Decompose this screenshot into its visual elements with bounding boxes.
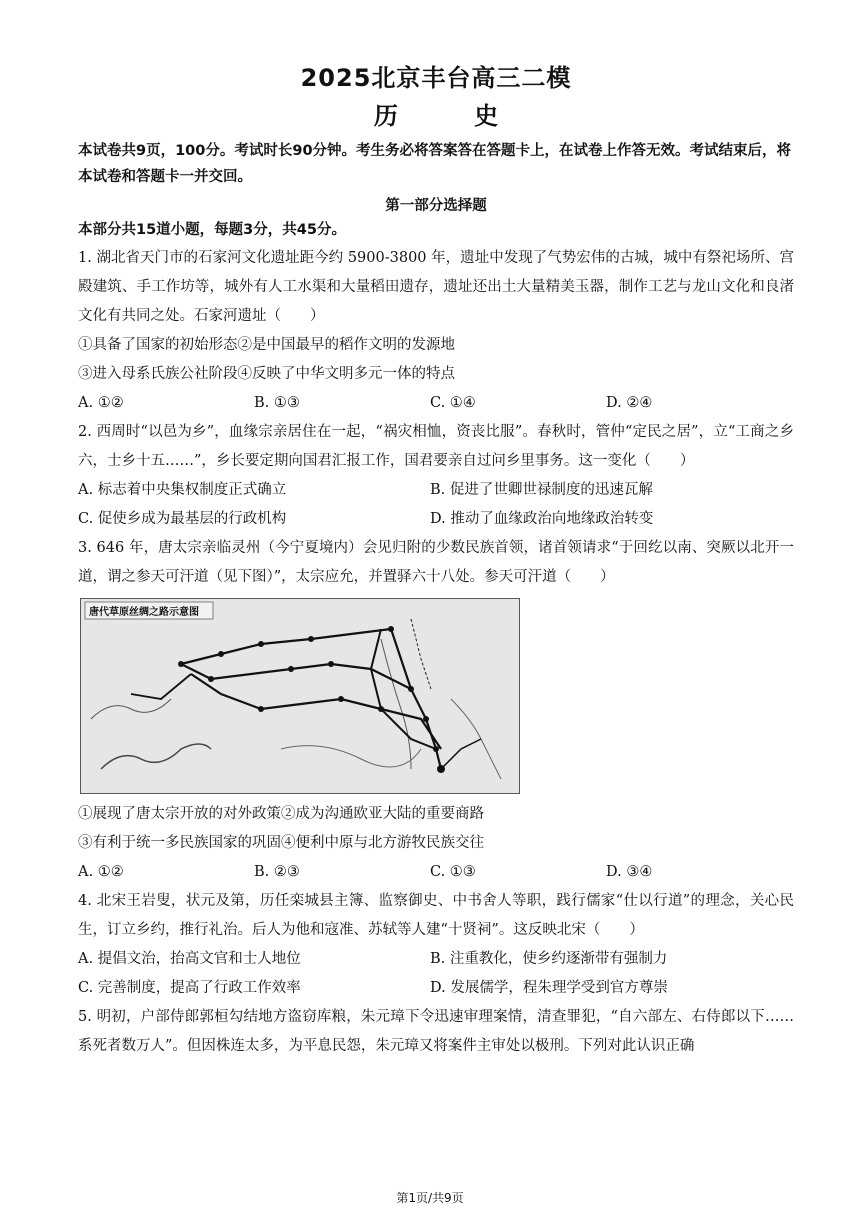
question-1 [78,244,794,418]
option-b: B. ①③ [254,395,300,411]
question-stem: 3. 646 年，唐太宗亲临灵州（今宁夏境内）会见归附的少数民族首领，诸首领请求“于回纥以南、突厥以北开一道，谓之参天可汗道（见下图）”，太宗应允，并置驿六十八处。参天可汗道（ ） [78,540,794,585]
page-footer: 第1页/共9页 [396,1191,464,1205]
option-b: B. 促进了世卿世禄制度的迅速瓦解 [430,482,653,498]
option-b: B. 注重教化，使乡约逐渐带有强制力 [430,951,668,967]
option-a: A. ①② [78,864,124,880]
option-a: A. 标志着中央集权制度正式确立 [78,482,287,498]
answer-options [78,505,794,534]
map-graphic [81,599,519,793]
option-b: B. ②③ [254,864,300,880]
answer-options [78,945,794,974]
part-description: 本部分共15道小题，每题3分，共45分。 [78,222,346,238]
exam-page [78,62,794,1061]
question-4 [78,887,794,1003]
answer-options [78,476,794,505]
question-stem: 4. 北宋王岩叟，状元及第，历任栾城县主簿、监察御史、中书舍人等职，践行儒家“仕以行道”的理念，关心民生，订立乡约，推行礼治。后人为他和寇准、苏轼等人建“十贤祠”。这反映北宋（ ） [78,893,794,938]
question-stem: 2. 西周时“以邑为乡”，血缘宗亲居住在一起，“祸灾相恤，资丧比服”。春秋时，管仲“定民之居”，立“工商之乡六，士乡十五……”，乡长要定期向国君汇报工作，国君要亲自过问乡里事务。这一变化（ ） [78,424,794,469]
option-a: A. ①② [78,395,124,411]
question-3 [78,534,794,887]
answer-options [78,389,794,418]
question-stem: 1. 湖北省天门市的石家河文化遗址距今约 5900-3800 年，遗址中发现了气势宏伟的古城，城中有祭祀场所、宫殿建筑、手工作坊等，城外有人工水渠和大量稻田遗存，遗址还出土大量精美玉器，制作工艺与龙山文化和良渚文化有共同之处。石家河遗址（ ） [78,250,794,324]
exam-title: 2025北京丰台高三二模 [300,64,572,92]
option-c: C. ①③ [430,864,476,880]
statement-line: ①展现了唐太宗开放的对外政策②成为沟通欧亚大陆的重要商路 [78,806,484,822]
option-c: C. 促使乡成为最基层的行政机构 [78,511,287,527]
subject-title: 历 史 [373,102,533,130]
option-d: D. ③④ [606,864,653,880]
exam-instructions: 本试卷共9页，100分。考试时长90分钟。考生务必将答案答在答题卡上，在试卷上作答无效。考试结束后，将本试卷和答题卡一并交回。 [78,143,792,185]
option-d: D. ②④ [606,395,653,411]
answer-options [78,974,794,1003]
answer-options [78,858,794,887]
question-stem: 5. 明初，户部侍郎郭桓勾结地方盗窃库粮，朱元璋下令迅速审理案情，清查罪犯，“自六部左、右侍郎以下……系死者数万人”。但因株连太多，为平息民怨，朱元璋又将案件主审处以极刑。下列对此认识正确 [78,1009,794,1054]
silk-road-map [80,598,520,794]
option-a: A. 提倡文治，抬高文官和士人地位 [78,951,301,967]
option-d: D. 推动了血缘政治向地缘政治转变 [430,511,654,527]
option-c: C. ①④ [430,395,476,411]
statement-line: ③进入母系氏族公社阶段④反映了中华文明多元一体的特点 [78,366,455,382]
option-c: C. 完善制度，提高了行政工作效率 [78,980,301,996]
question-5 [78,1003,794,1061]
map-title: 唐代草原丝绸之路示意图 [89,607,199,618]
statement-line: ①具备了国家的初始形态②是中国最早的稻作文明的发源地 [78,337,455,353]
question-2 [78,418,794,534]
statement-line: ③有利于统一多民族国家的巩固④便利中原与北方游牧民族交往 [78,835,484,851]
option-d: D. 发展儒学，程朱理学受到官方尊崇 [430,980,668,996]
part-title: 第一部分选择题 [385,198,487,214]
